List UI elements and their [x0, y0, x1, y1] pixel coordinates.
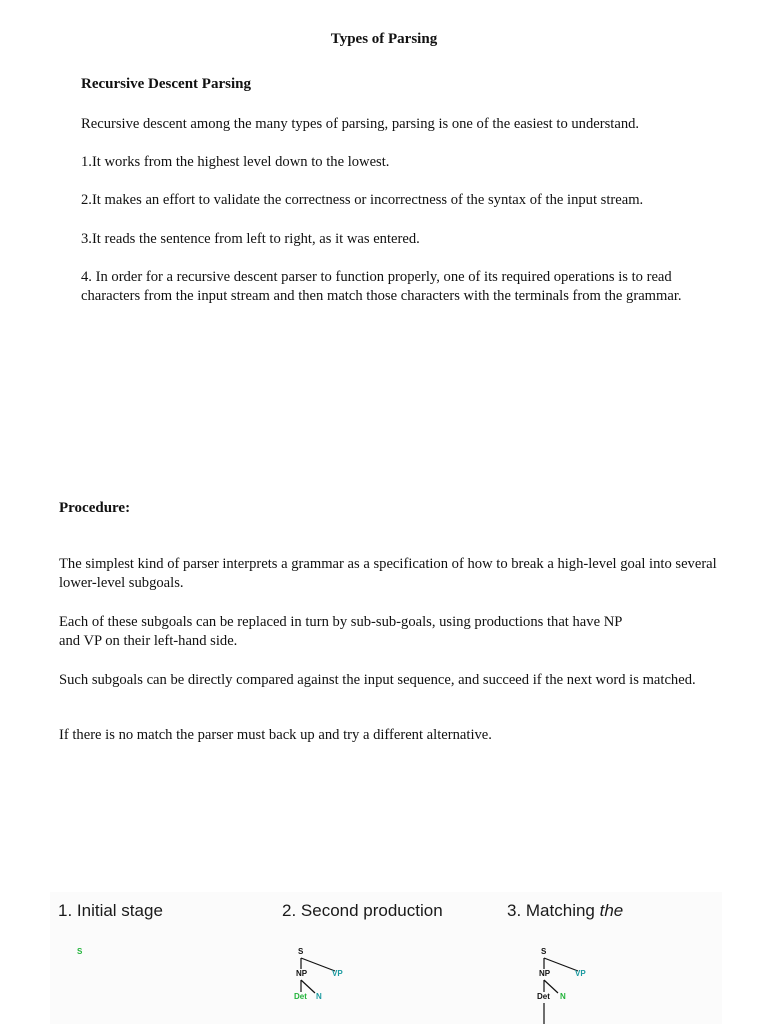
- tree-node-det: Det: [537, 992, 550, 1001]
- procedure-paragraph: If there is no match the parser must back up and try a different alternative.: [59, 727, 492, 743]
- tree-second-production: [294, 947, 343, 1001]
- list-item: 1.It works from the highest level down to the lowest.: [81, 154, 390, 170]
- section-heading-procedure: Procedure:: [59, 500, 131, 516]
- tree-node-n: N: [316, 992, 322, 1001]
- tree-initial-stage: [77, 947, 83, 956]
- section-heading-recursive-descent: Recursive Descent Parsing: [81, 76, 251, 92]
- page-title: Types of Parsing: [330, 31, 438, 47]
- procedure-paragraph: Each of these subgoals can be replaced in turn by sub-sub-goals, using productions that have NP and VP on their left-hand side.: [59, 614, 622, 649]
- list-item: 4. In order for a recursive descent parser to function properly, one of its required operations is to read characters from the input stream and then match those characters with the terminals from the grammar.: [81, 269, 682, 304]
- tree-node-s: S: [541, 947, 547, 956]
- tree-node-np: NP: [296, 969, 308, 978]
- parse-trees: [50, 892, 722, 1024]
- tree-node-vp: VP: [575, 969, 586, 978]
- parse-stages-figure: [50, 892, 722, 1024]
- intro-paragraph: Recursive descent among the many types of parsing, parsing is one of the easiest to understand.: [81, 116, 640, 132]
- stage-caption: 3. Matching the: [507, 901, 624, 920]
- stage-caption: 2. Second production: [282, 901, 443, 920]
- tree-node-s: S: [298, 947, 304, 956]
- tree-node-vp: VP: [332, 969, 343, 978]
- stage-caption: 1. Initial stage: [58, 901, 163, 920]
- procedure-paragraph: The simplest kind of parser interprets a grammar as a specification of how to break a high-level goal into several lower-level subgoals.: [59, 556, 717, 591]
- list-item: 3.It reads the sentence from left to right, as it was entered.: [81, 231, 420, 247]
- tree-matching-the: [537, 947, 586, 1024]
- tree-node-s: S: [77, 947, 83, 956]
- procedure-paragraph: Such subgoals can be directly compared against the input sequence, and succeed if the next word is matched.: [59, 672, 696, 688]
- tree-node-det: Det: [294, 992, 307, 1001]
- tree-node-np: NP: [539, 969, 551, 978]
- list-item: 2.It makes an effort to validate the correctness or incorrectness of the syntax of the input stream.: [81, 192, 644, 208]
- tree-node-n: N: [560, 992, 566, 1001]
